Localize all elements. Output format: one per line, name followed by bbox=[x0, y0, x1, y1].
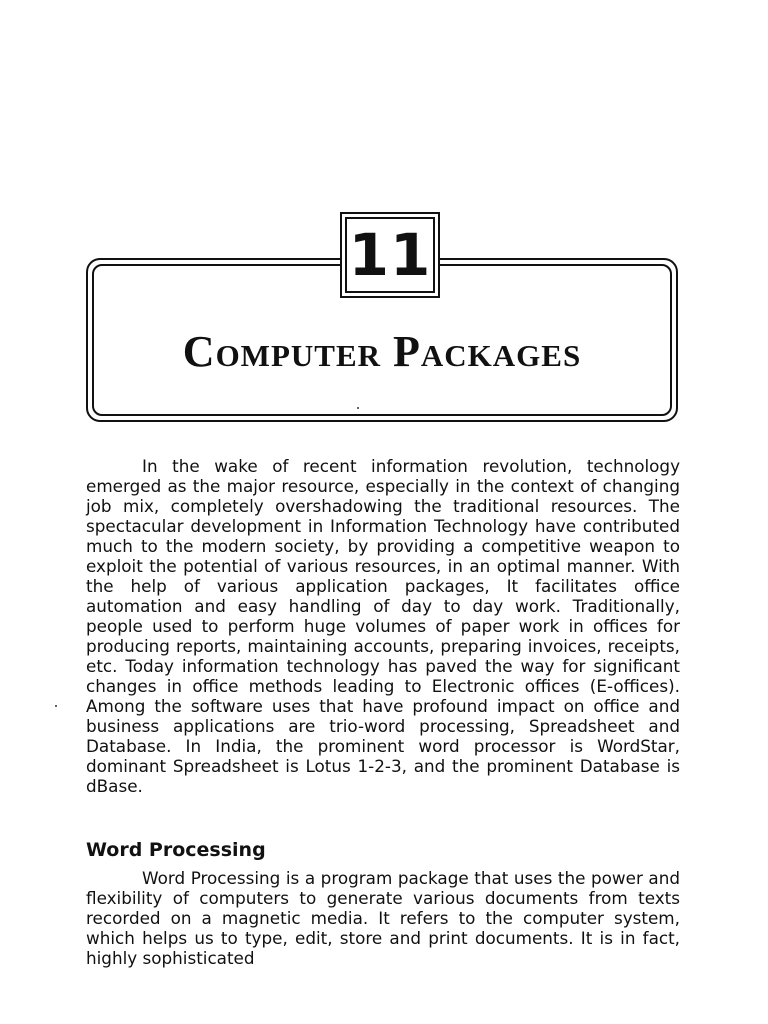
word-processing-paragraph: Word Processing is a program package that uses the power and flexibility of computers to generate various documents from texts recorded on a magnetic media. It refers to the computer system, which helps us to type, edit, store and print documents. It is in fact, highly sophisticated bbox=[86, 868, 680, 968]
section-heading-word-processing: Word Processing bbox=[86, 839, 266, 861]
scan-speck bbox=[357, 407, 359, 409]
scan-speck bbox=[55, 705, 57, 707]
chapter-number-box-inner bbox=[345, 217, 435, 293]
intro-paragraph: In the wake of recent information revolution, technology emerged as the major resource, especially in the context of changing job mix, completely overshadowing the traditional resources. The spectacular development in Information Technology have contributed much to the modern society, by providing a competitive weapon to exploit the potential of various resources, in an optimal manner. With the help of various application packages, It facilitates office automation and easy handling of day to day work. Traditionally, people used to perform huge volumes of paper work in offices for producing reports, maintaining accounts, preparing invoices, receipts, etc. Today information technology has paved the way for significant changes in office methods leading to Electronic offices (E-offices). Among the software uses that have profound impact on office and business applications are trio-word processing, Spreadsheet and Database. In India, the prominent word processor is WordStar, dominant Spreadsheet is Lotus 1-2-3, and the prominent Database is dBase. bbox=[86, 456, 680, 796]
chapter-number: 11 bbox=[348, 221, 432, 289]
chapter-title: Computer Packages bbox=[182, 327, 582, 376]
chapter-number-box bbox=[340, 212, 440, 298]
